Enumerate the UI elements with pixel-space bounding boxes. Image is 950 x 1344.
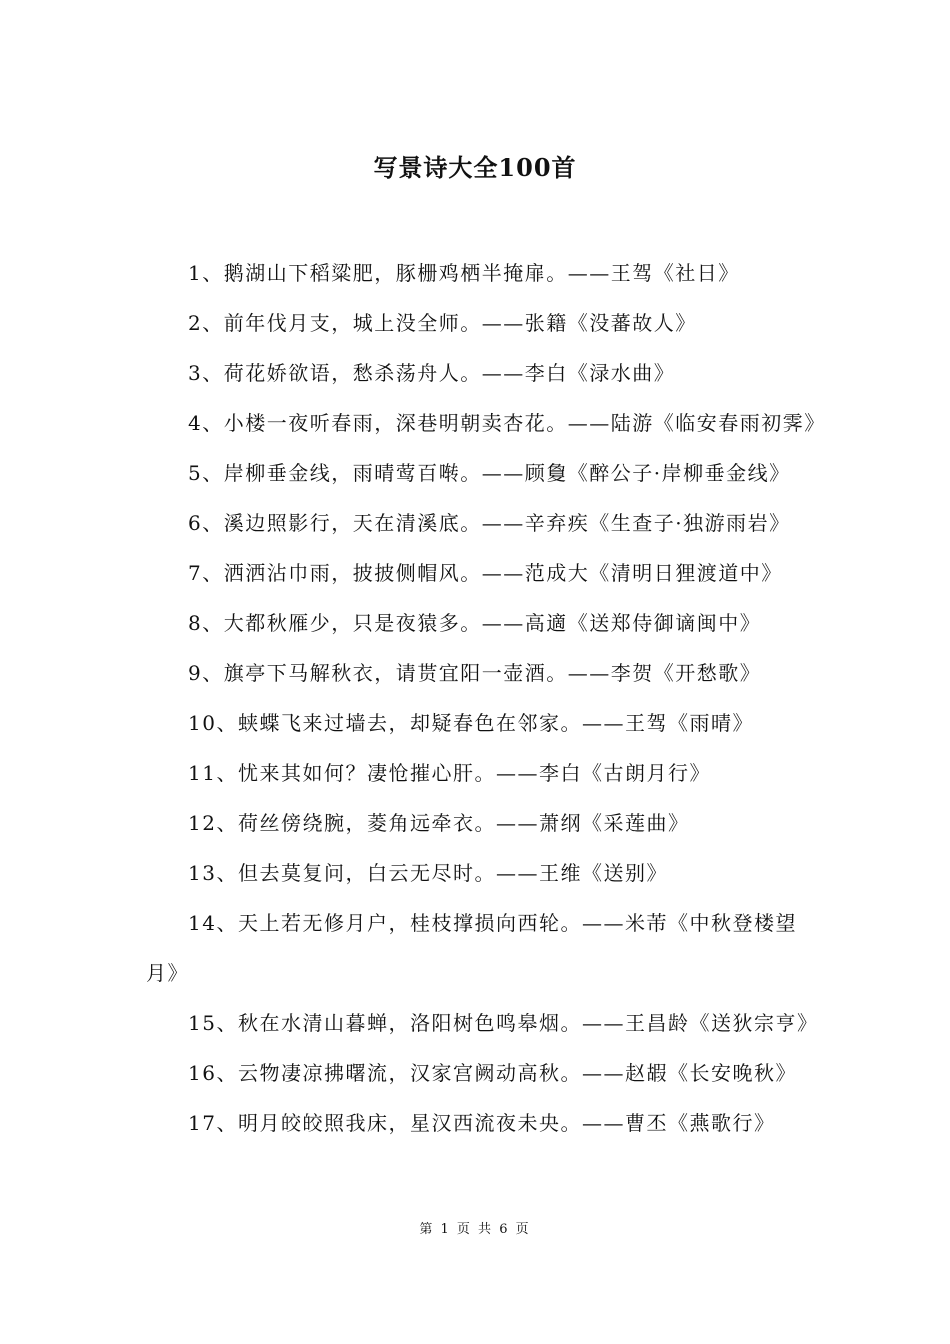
poem-line: 1、鹅湖山下稻粱肥，豚栅鸡栖半掩扉。——王驾《社日》 [188, 261, 740, 285]
poem-line: 5、岸柳垂金线，雨晴莺百啭。——顾敻《醉公子·岸柳垂金线》 [188, 461, 791, 485]
poem-line: 10、蛱蝶飞来过墙去，却疑春色在邻家。——王驾《雨晴》 [188, 711, 754, 735]
poem-line: 3、荷花娇欲语，愁杀荡舟人。——李白《渌水曲》 [188, 361, 676, 385]
poem-line: 17、明月皎皎照我床，星汉西流夜未央。——曹丕《燕歌行》 [188, 1111, 776, 1135]
poem-line: 8、大都秋雁少，只是夜猿多。——高適《送郑侍御谪闽中》 [188, 611, 762, 635]
document-title: 写景诗大全100首 [373, 153, 577, 182]
poem-line: 14、天上若无修月户，桂枝撑损向西轮。——米芾《中秋登楼望月》 [146, 911, 797, 985]
poem-line: 16、云物凄凉拂曙流，汉家宫阙动高秋。——赵嘏《长安晚秋》 [188, 1061, 797, 1085]
poem-line: 2、前年伐月支，城上没全师。——张籍《没蕃故人》 [188, 311, 697, 335]
poem-line: 12、荷丝傍绕腕，菱角远牵衣。——萧纲《采莲曲》 [188, 811, 690, 835]
poem-line: 6、溪边照影行，天在清溪底。——辛弃疾《生查子·独游雨岩》 [188, 511, 791, 535]
poem-line: 13、但去莫复问，白云无尽时。——王维《送别》 [188, 861, 668, 885]
poem-list [146, 248, 826, 1148]
page-footer: 第 1 页 共 6 页 [419, 1222, 531, 1237]
poem-line: 15、秋在水清山暮蝉，洛阳树色鸣皋烟。——王昌龄《送狄宗亨》 [188, 1011, 819, 1035]
poem-line: 9、旗亭下马解秋衣，请贳宜阳一壶酒。——李贺《开愁歌》 [188, 661, 762, 685]
poem-line: 7、洒洒沾巾雨，披披侧帽风。——范成大《清明日狸渡道中》 [188, 561, 783, 585]
poem-line: 4、小楼一夜听春雨，深巷明朝卖杏花。——陆游《临安春雨初霁》 [188, 411, 826, 435]
poem-line: 11、忧来其如何？凄怆摧心肝。——李白《古朗月行》 [188, 761, 711, 785]
